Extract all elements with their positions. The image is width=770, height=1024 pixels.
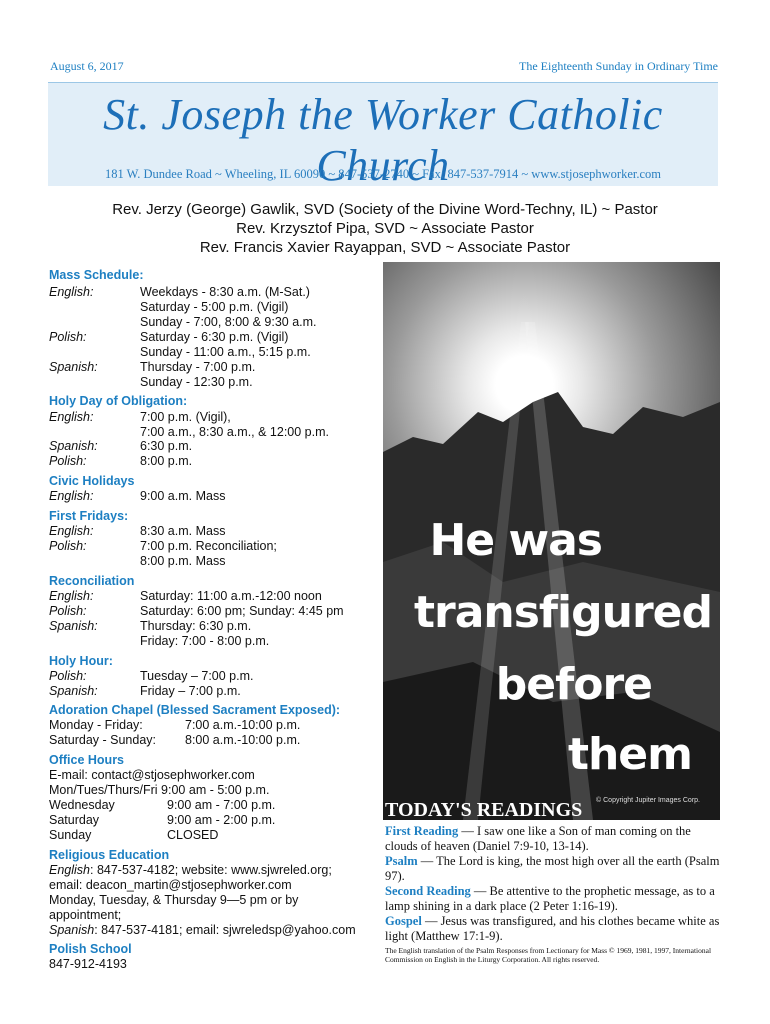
- reading-gospel-text: — Jesus was transfigured, and his clothes became white as light (Matthew 17:1-9).: [385, 914, 720, 943]
- mass-schedule-title: Mass Schedule:: [49, 268, 144, 282]
- holy-day-spanish-label: Spanish:: [49, 439, 98, 453]
- reconciliation-english-label: English:: [49, 589, 94, 603]
- holy-hour-polish: Tuesday – 7:00 p.m.: [140, 669, 254, 683]
- religious-ed-spanish-text: : 847-537-4181; email: sjwreledsp@yahoo.com: [94, 923, 356, 937]
- religious-ed-hours-2: appointment;: [49, 908, 122, 922]
- readings-list: [385, 824, 720, 964]
- polish-school-phone: 847-912-4193: [49, 957, 127, 971]
- mass-english-label: English:: [49, 285, 94, 299]
- reading-first-text: — I saw one like a Son of man coming on the clouds of heaven (Daniel 7:9-10, 13-14).: [385, 824, 691, 853]
- holy-day-english-2: 7:00 a.m., 8:30 a.m., & 12:00 p.m.: [140, 425, 329, 439]
- adoration-title: Adoration Chapel (Blessed Sacrament Exposed):: [49, 703, 341, 717]
- mass-polish-label: Polish:: [49, 330, 87, 344]
- religious-ed-email[interactable]: email: deacon_martin@stjosephworker.com: [49, 878, 292, 892]
- mass-spanish-2: Sunday - 12:30 p.m.: [140, 375, 253, 389]
- office-day-3: Sunday: [49, 828, 92, 842]
- mass-english-2: Saturday - 5:00 p.m. (Vigil): [140, 300, 289, 314]
- reading-gospel-label: Gospel: [385, 914, 422, 928]
- church-name: St. Joseph the Worker Catholic Church: [103, 90, 663, 190]
- readings-title: TODAY'S READINGS: [385, 799, 583, 821]
- reading-second-text: — Be attentive to the prophetic message, as to a lamp shining in a dark place (2 Peter 1:16-19).: [385, 884, 715, 913]
- overlay-line-3: before: [495, 659, 652, 710]
- adoration-hours-1: 7:00 a.m.-10:00 p.m.: [185, 718, 301, 732]
- church-banner: [48, 82, 718, 190]
- holy-day-spanish: 6:30 p.m.: [140, 439, 193, 453]
- office-day-2: Saturday: [49, 813, 100, 827]
- office-hours-1: 9:00 am - 7:00 p.m.: [167, 798, 276, 812]
- holy-hour-spanish: Friday – 7:00 p.m.: [140, 684, 241, 698]
- mass-polish-2: Sunday - 11:00 a.m., 5:15 p.m.: [140, 345, 311, 359]
- schedule-column: [49, 268, 384, 282]
- first-fridays-polish-1: 7:00 p.m. Reconciliation;: [140, 539, 277, 553]
- holy-hour-spanish-label: Spanish:: [49, 684, 98, 698]
- reading-psalm-text: — The Lord is king, the most high over all the earth (Psalm 97).: [385, 854, 720, 883]
- religious-ed-english: [49, 863, 332, 878]
- office-hours-3: CLOSED: [167, 828, 219, 842]
- clergy-pastor: Rev. Jerzy (George) Gawlik, SVD (Society of the Divine Word-Techny, IL) ~ Pastor: [112, 201, 658, 218]
- office-day-1: Wednesday: [49, 798, 115, 812]
- religious-ed-spanish-label: Spanish: [49, 923, 95, 937]
- religious-ed-hours-1: Monday, Tuesday, & Thursday 9—5 pm or by: [49, 893, 299, 907]
- reconciliation-spanish-2: Friday: 7:00 - 8:00 p.m.: [140, 634, 270, 648]
- holy-day-polish-label: Polish:: [49, 454, 87, 468]
- reading-psalm-label: Psalm: [385, 854, 418, 868]
- reconciliation-polish: Saturday: 6:00 pm; Sunday: 4:45 pm: [140, 604, 344, 618]
- reconciliation-spanish-label: Spanish:: [49, 619, 98, 633]
- photo-copyright: © Copyright Jupiter Images Corp.: [596, 797, 700, 804]
- reconciliation-title: Reconciliation: [49, 574, 135, 588]
- holy-day-english-label: English:: [49, 410, 94, 424]
- civic-holidays-title: Civic Holidays: [49, 474, 135, 488]
- reading-first-label: First Reading: [385, 824, 459, 838]
- adoration-hours-2: 8:00 a.m.-10:00 p.m.: [185, 733, 301, 747]
- holy-day-title: Holy Day of Obligation:: [49, 394, 188, 408]
- church-address: 181 W. Dundee Road ~ Wheeling, IL 60090 ~ 847-537-2740 ~ Fax: 847-537-7914 ~ www.stjosephworker.com: [104, 167, 662, 181]
- overlay-line-4: them: [567, 729, 692, 780]
- civic-english: 9:00 a.m. Mass: [140, 489, 226, 503]
- readings-footnote: The English translation of the Psalm Responses from Lectionary for Mass © 1969, 1981, 1997, International Commission on English in the Liturgy Corporation. All rights reserved.: [385, 946, 712, 964]
- liturgical-occasion: The Eighteenth Sunday in Ordinary Time: [519, 59, 718, 73]
- office-hours-2: 9:00 am - 2:00 p.m.: [167, 813, 276, 827]
- reconciliation-spanish-1: Thursday: 6:30 p.m.: [140, 619, 252, 633]
- clergy-associate-1: Rev. Krzysztof Pipa, SVD ~ Associate Pastor: [236, 220, 534, 237]
- first-fridays-english-label: English:: [49, 524, 94, 538]
- mass-english-1: Weekdays - 8:30 a.m. (M-Sat.): [140, 285, 310, 299]
- first-fridays-polish-2: 8:00 p.m. Mass: [140, 554, 226, 568]
- overlay-line-1: He was: [429, 515, 602, 566]
- holy-day-polish: 8:00 p.m.: [140, 454, 193, 468]
- holy-hour-polish-label: Polish:: [49, 669, 87, 683]
- mass-spanish-1: Thursday - 7:00 p.m.: [140, 360, 256, 374]
- civic-english-label: English:: [49, 489, 94, 503]
- reading-first: [385, 824, 720, 854]
- holy-day-english-1: 7:00 p.m. (Vigil),: [140, 410, 231, 424]
- first-fridays-polish-label: Polish:: [49, 539, 87, 553]
- reading-second: [385, 884, 720, 914]
- overlay-line-2: transfigured: [413, 587, 712, 638]
- religious-ed-title: Religious Education: [49, 848, 170, 862]
- mass-english-3: Sunday - 7:00, 8:00 & 9:30 a.m.: [140, 315, 317, 329]
- office-mon-fri: Mon/Tues/Thurs/Fri 9:00 am - 5:00 p.m.: [49, 783, 270, 797]
- reconciliation-polish-label: Polish:: [49, 604, 87, 618]
- mass-spanish-label: Spanish:: [49, 360, 98, 374]
- religious-ed-english-label: English: [49, 863, 90, 877]
- reading-gospel: [385, 914, 720, 944]
- mass-polish-1: Saturday - 6:30 p.m. (Vigil): [140, 330, 289, 344]
- religious-ed-spanish: [49, 923, 356, 938]
- clergy-associate-2: Rev. Francis Xavier Rayappan, SVD ~ Associate Pastor: [199, 239, 571, 256]
- office-email[interactable]: E-mail: contact@stjosephworker.com: [49, 768, 255, 782]
- office-hours-title: Office Hours: [49, 753, 125, 767]
- reading-psalm: [385, 854, 720, 884]
- bulletin-date: August 6, 2017: [50, 59, 124, 73]
- polish-school-title: Polish School: [49, 942, 132, 956]
- holy-hour-title: Holy Hour:: [49, 654, 113, 668]
- adoration-days-1: Monday - Friday:: [49, 718, 143, 732]
- first-fridays-title: First Fridays:: [49, 509, 129, 523]
- religious-ed-english-text: : 847-537-4182; website: www.sjwreled.org;: [90, 863, 332, 877]
- reconciliation-english: Saturday: 11:00 a.m.-12:00 noon: [140, 589, 322, 603]
- adoration-days-2: Saturday - Sunday:: [49, 733, 157, 747]
- first-fridays-english: 8:30 a.m. Mass: [140, 524, 226, 538]
- transfiguration-photo: [383, 262, 720, 820]
- reading-second-label: Second Reading: [385, 884, 471, 898]
